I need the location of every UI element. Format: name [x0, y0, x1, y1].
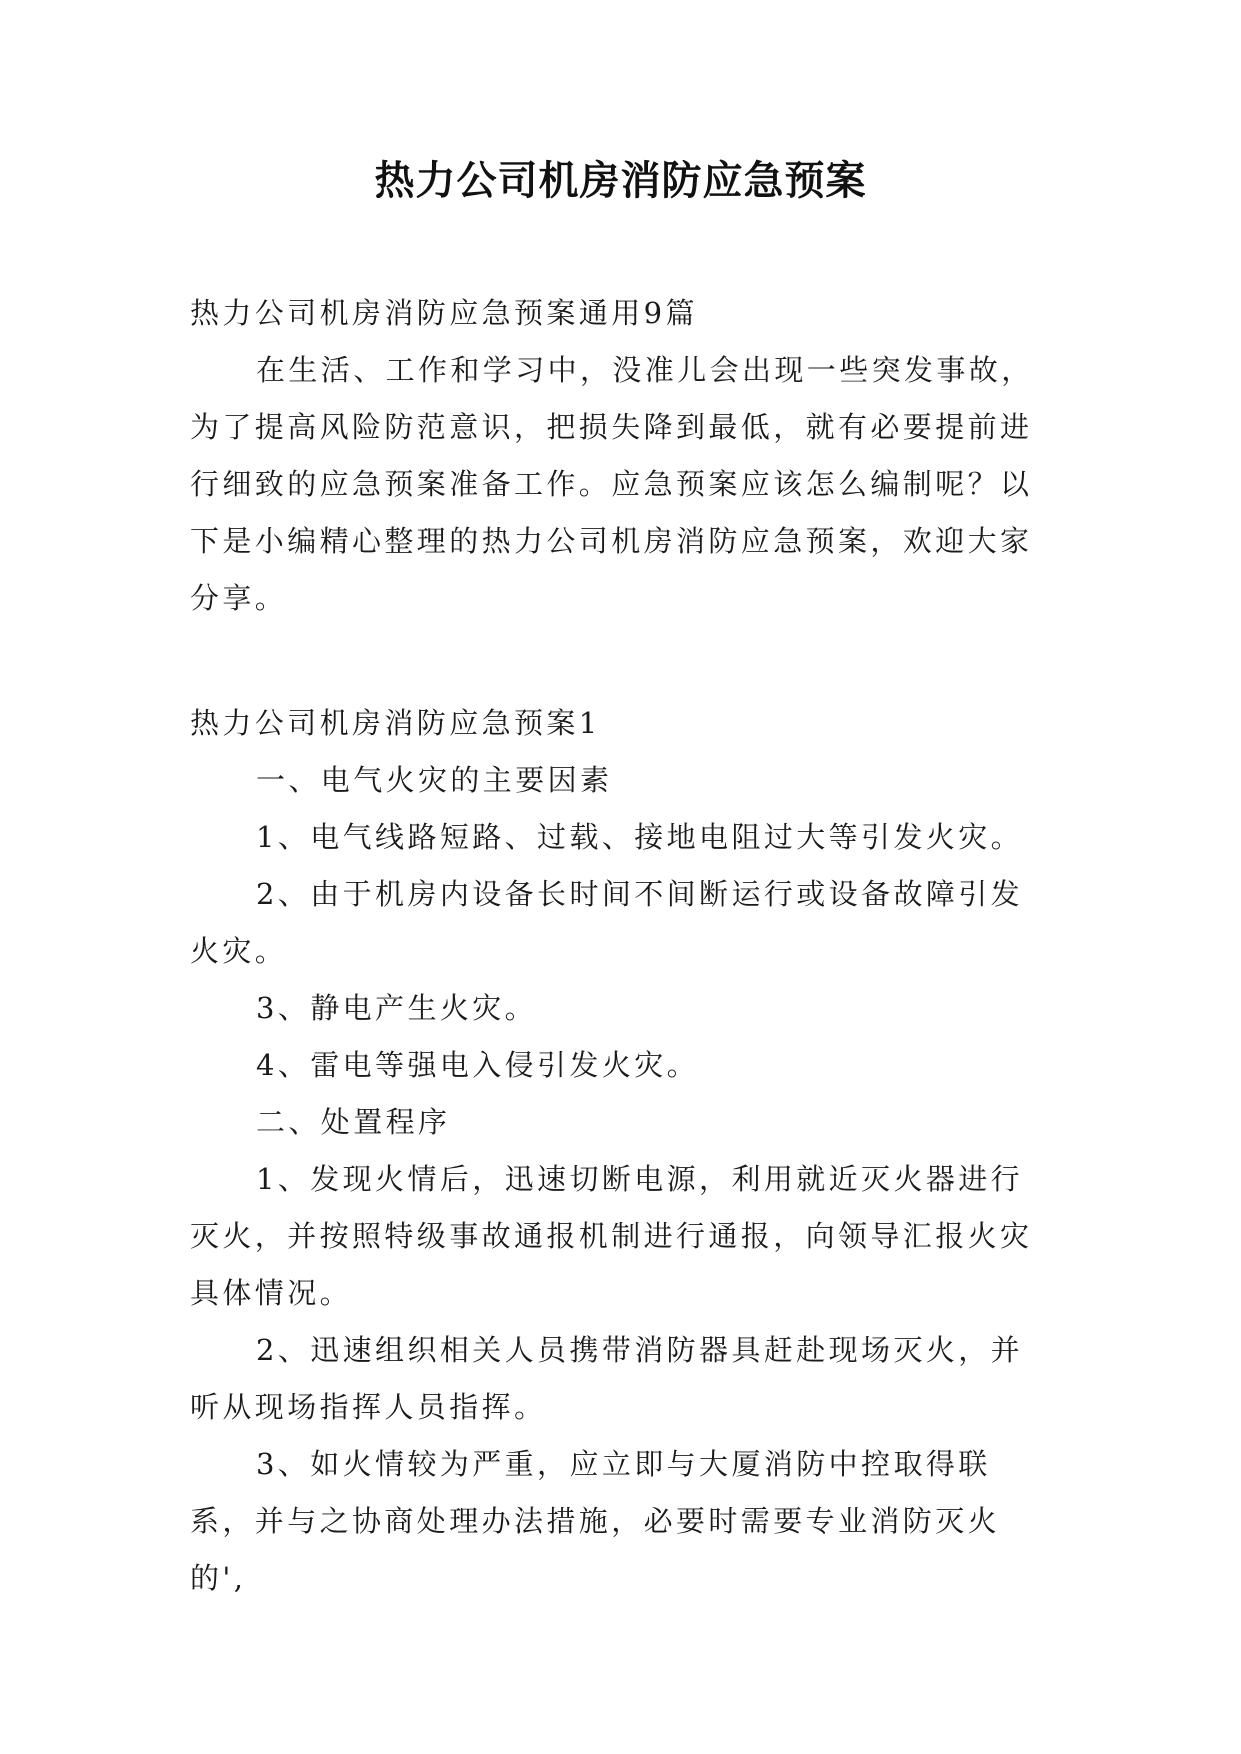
section-1-paragraph: 2、迅速组织相关人员携带消防器具赶赴现场灭火，并听从现场指挥人员指挥。: [190, 1333, 1024, 1424]
section-1-heading: 热力公司机房消防应急预案1: [190, 706, 601, 740]
section-1-paragraph: 2、由于机房内设备长时间不间断运行或设备故障引发火灾。: [190, 877, 1024, 968]
intro-block: [190, 285, 1050, 627]
section-1-paragraph: 二、处置程序: [256, 1105, 451, 1139]
section-1-paragraph: 1、电气线路短路、过载、接地电阻过大等引发火灾。: [256, 820, 1024, 854]
section-1-paragraph: 一、电气火灾的主要因素: [256, 763, 613, 797]
section-1-paragraph: 1、发现火情后，迅速切断电源，利用就近灭火器进行灭火，并按照特级事故通报机制进行通报，向领导汇报火灾具体情况。: [190, 1162, 1033, 1310]
document-title: 热力公司机房消防应急预案: [374, 158, 867, 204]
document-subtitle: 热力公司机房消防应急预案通用9篇: [190, 296, 698, 330]
section-1-paragraph: 3、静电产生火灾。: [256, 991, 538, 1025]
section-1: [190, 695, 1050, 1607]
section-1-paragraph: 3、如火情较为严重，应立即与大厦消防中控取得联系，并与之协商处理办法措施，必要时需要专业消防灭火的',: [190, 1447, 1001, 1595]
intro-paragraph: 在生活、工作和学习中，没准儿会出现一些突发事故，为了提高风险防范意识，把损失降到最低，就有必要提前进行细致的应急预案准备工作。应急预案应该怎么编制呢？以下是小编精心整理的热力公司机房消防应急预案，欢迎大家分享。: [190, 353, 1034, 615]
section-1-paragraph: 4、雷电等强电入侵引发火灾。: [256, 1048, 700, 1082]
